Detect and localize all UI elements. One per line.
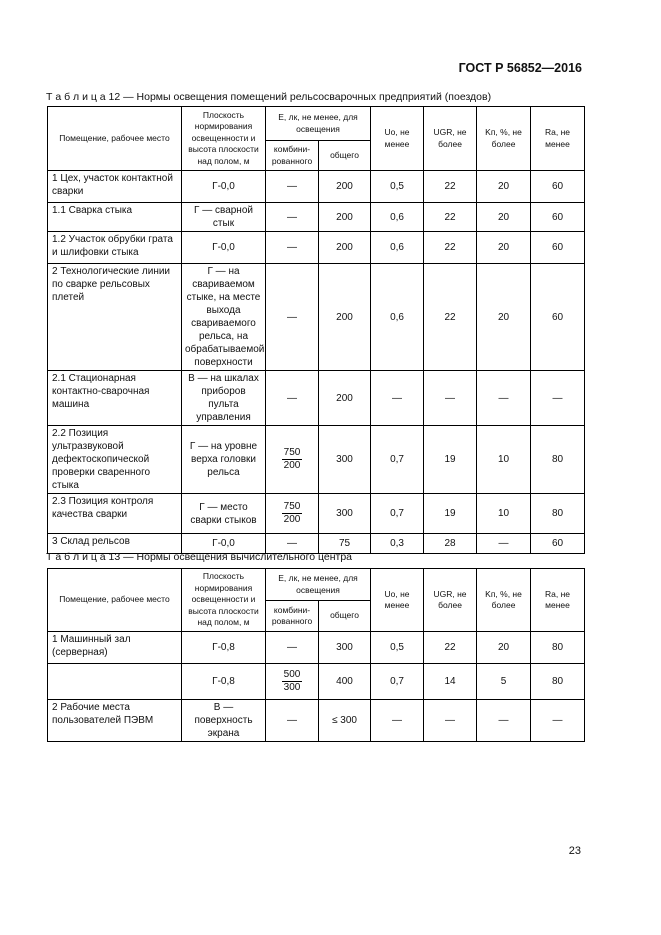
cell-plane: Г-0,0 <box>182 171 266 203</box>
cell-plane: Г — на уровне верха головки рельса <box>182 426 266 494</box>
header-combined: комбини- рованного <box>266 141 319 171</box>
cell-uo: 0,5 <box>371 632 424 664</box>
cell-kp: — <box>477 700 531 742</box>
table-row <box>48 371 585 426</box>
cell-ra: 80 <box>531 632 585 664</box>
table-row <box>48 232 585 264</box>
cell-uo: — <box>371 700 424 742</box>
cell-ra: — <box>531 700 585 742</box>
cell-name: 1 Цех, участок контактной сварки <box>48 171 182 203</box>
cell-kp: 5 <box>477 664 531 700</box>
table-12-caption: Т а б л и ц а 12 — Нормы освещения помещений рельсосварочных предприятий (поездов) <box>46 91 492 103</box>
cell-plane: Г — сварной стык <box>182 203 266 232</box>
header-ugr: UGR, не более <box>424 107 477 171</box>
cell-uo: 0,6 <box>371 232 424 264</box>
fraction-numerator: 750 <box>282 447 303 461</box>
cell-combined: — <box>266 171 319 203</box>
cell-plane: Г-0,0 <box>182 534 266 554</box>
cell-kp: 10 <box>477 426 531 494</box>
cell-combined <box>266 494 319 534</box>
header-plane: Плоскость нормирования освещенности и высота плоскости над полом, м <box>182 107 266 171</box>
cell-name: 2.3 Позиция контроля качества сварки <box>48 494 182 534</box>
table-row <box>48 494 585 534</box>
header-general: общего <box>319 601 371 632</box>
header-ugr: UGR, не более <box>424 569 477 632</box>
cell-ra: 60 <box>531 171 585 203</box>
fraction-numerator: 500 <box>282 669 303 683</box>
cell-ra: 60 <box>531 203 585 232</box>
cell-ra: 80 <box>531 664 585 700</box>
header-uo: Uo, не менее <box>371 107 424 171</box>
cell-ugr: 22 <box>424 264 477 371</box>
cell-ugr: 19 <box>424 426 477 494</box>
cell-uo: 0,7 <box>371 426 424 494</box>
cell-combined: — <box>266 371 319 426</box>
table-row <box>48 664 585 700</box>
cell-plane: В — на шкалах приборов пульта управления <box>182 371 266 426</box>
cell-general: 300 <box>319 426 371 494</box>
cell-kp: 20 <box>477 203 531 232</box>
cell-ugr: 14 <box>424 664 477 700</box>
header-kp: Kп, %, не более <box>477 569 531 632</box>
cell-general: 75 <box>319 534 371 554</box>
cell-ugr: 22 <box>424 632 477 664</box>
table-row <box>48 264 585 371</box>
header-room: Помещение, рабочее место <box>48 569 182 632</box>
table-row <box>48 171 585 203</box>
cell-plane: Г-0,8 <box>182 664 266 700</box>
table-row <box>48 632 585 664</box>
fraction-denominator: 300 <box>283 682 301 693</box>
cell-general: ≤ 300 <box>319 700 371 742</box>
cell-uo: 0,5 <box>371 171 424 203</box>
cell-ra: 60 <box>531 232 585 264</box>
header-ra: Ra, не менее <box>531 569 585 632</box>
cell-combined: — <box>266 264 319 371</box>
header-uo: Uo, не менее <box>371 569 424 632</box>
cell-ugr: — <box>424 700 477 742</box>
cell-ugr: 28 <box>424 534 477 554</box>
cell-kp: — <box>477 534 531 554</box>
header-plane: Плоскость нормирования освещенности и высота плоскости над полом, м <box>182 569 266 632</box>
fraction-numerator: 750 <box>282 501 303 515</box>
cell-general: 200 <box>319 203 371 232</box>
table-12 <box>47 106 585 554</box>
cell-plane: Г-0,8 <box>182 632 266 664</box>
header-kp: Kп, %, не более <box>477 107 531 171</box>
header-room: Помещение, рабочее место <box>48 107 182 171</box>
cell-name: 2 Рабочие места пользователей ПЭВМ <box>48 700 182 742</box>
cell-kp: 20 <box>477 171 531 203</box>
cell-ugr: 19 <box>424 494 477 534</box>
cell-plane: В — поверхность экрана <box>182 700 266 742</box>
cell-combined <box>266 664 319 700</box>
table-row <box>48 700 585 742</box>
cell-combined: — <box>266 534 319 554</box>
header-general: общего <box>319 141 371 171</box>
cell-name: 2 Технологические линии по сварке рельсовых плетей <box>48 264 182 371</box>
fraction-denominator: 200 <box>283 514 301 525</box>
cell-general: 300 <box>319 632 371 664</box>
header-illuminance: Е, лк, не менее, для освещения <box>266 107 371 141</box>
cell-ra: 60 <box>531 534 585 554</box>
cell-uo: 0,6 <box>371 264 424 371</box>
cell-name: 3 Склад рельсов <box>48 534 182 554</box>
cell-general: 400 <box>319 664 371 700</box>
page-number: 23 <box>568 845 581 857</box>
fraction <box>282 669 303 695</box>
cell-ra: 80 <box>531 426 585 494</box>
cell-general: 200 <box>319 171 371 203</box>
cell-plane: Г-0,0 <box>182 232 266 264</box>
cell-kp: 20 <box>477 632 531 664</box>
cell-ugr: 22 <box>424 232 477 264</box>
cell-ugr: 22 <box>424 171 477 203</box>
cell-uo: 0,7 <box>371 664 424 700</box>
table-row <box>48 203 585 232</box>
table-row <box>48 426 585 494</box>
cell-name: 2.1 Стационарная контактно-сварочная машина <box>48 371 182 426</box>
cell-ugr: — <box>424 371 477 426</box>
cell-combined: — <box>266 632 319 664</box>
cell-uo: 0,7 <box>371 494 424 534</box>
cell-ugr: 22 <box>424 203 477 232</box>
fraction-denominator: 200 <box>283 460 301 471</box>
cell-general: 200 <box>319 371 371 426</box>
cell-name: 1.2 Участок обрубки грата и шлифовки стыка <box>48 232 182 264</box>
header-illuminance: Е, лк, не менее, для освещения <box>266 569 371 601</box>
cell-uo: — <box>371 371 424 426</box>
cell-uo: 0,6 <box>371 203 424 232</box>
cell-name: 1.1 Сварка стыка <box>48 203 182 232</box>
table-13 <box>47 568 585 742</box>
cell-kp: — <box>477 371 531 426</box>
fraction <box>282 447 303 473</box>
cell-ra: 80 <box>531 494 585 534</box>
cell-combined: — <box>266 203 319 232</box>
cell-plane: Г — место сварки стыков <box>182 494 266 534</box>
document-id: ГОСТ Р 56852—2016 <box>458 61 582 75</box>
cell-kp: 10 <box>477 494 531 534</box>
cell-name: 1 Машинный зал (серверная) <box>48 632 182 664</box>
cell-plane: Г — на свариваемом стыке, на месте выхода свариваемого рельса, на обрабатываемой поверхности <box>182 264 266 371</box>
cell-combined: — <box>266 700 319 742</box>
cell-ra: 60 <box>531 264 585 371</box>
cell-kp: 20 <box>477 264 531 371</box>
table-13-caption: Т а б л и ц а 13 — Нормы освещения вычислительного центра <box>46 551 353 563</box>
cell-general: 300 <box>319 494 371 534</box>
fraction <box>282 501 303 527</box>
cell-name: 2.2 Позиция ультразвуковой дефектоскопической проверки сваренного стыка <box>48 426 182 494</box>
cell-combined: — <box>266 232 319 264</box>
header-ra: Ra, не менее <box>531 107 585 171</box>
cell-general: 200 <box>319 232 371 264</box>
header-combined: комбини- рованного <box>266 601 319 632</box>
cell-ra: — <box>531 371 585 426</box>
cell-combined <box>266 426 319 494</box>
cell-name <box>48 664 182 700</box>
cell-general: 200 <box>319 264 371 371</box>
cell-kp: 20 <box>477 232 531 264</box>
cell-uo: 0,3 <box>371 534 424 554</box>
